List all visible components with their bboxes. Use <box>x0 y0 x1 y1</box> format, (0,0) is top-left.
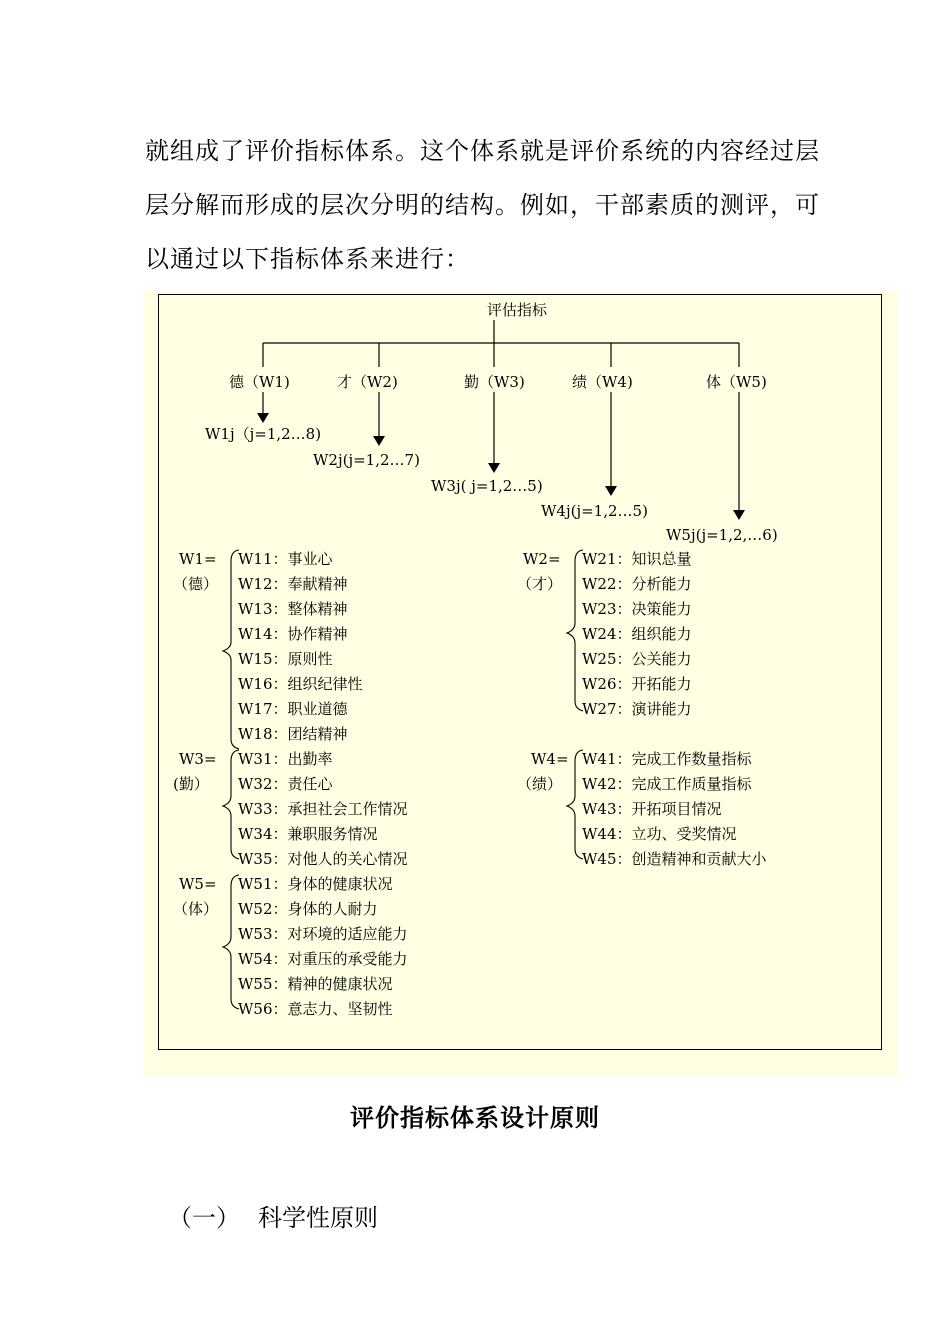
subsection-title <box>168 1200 378 1236</box>
paragraph-line: 层分解而形成的层次分明的结构。例如，干部素质的测评，可 <box>145 191 820 219</box>
list-item: W56：意志力、坚韧性 <box>238 1000 393 1018</box>
list-item: W43：开拓项目情况 <box>582 800 722 818</box>
list-item: W25：公关能力 <box>582 650 692 668</box>
group-sub-w5: （体） <box>173 900 219 918</box>
branch-label-ji: 绩（W4) <box>572 373 633 391</box>
list-item: W24：组织能力 <box>582 625 692 643</box>
branch-sub-w2: W2j(j=1,2…7) <box>313 451 420 469</box>
intro-paragraph <box>145 124 845 286</box>
list-item: W15：原则性 <box>238 650 333 668</box>
list-item: W33：承担社会工作情况 <box>238 800 408 818</box>
subsection-label: 科学性原则 <box>258 1204 378 1232</box>
list-item: W31：出勤率 <box>238 750 333 768</box>
list-item: W23：决策能力 <box>582 600 692 618</box>
list-item: W18：团结精神 <box>238 725 348 743</box>
list-item: W27：演讲能力 <box>582 700 692 718</box>
list-item: W11：事业心 <box>238 550 333 568</box>
group-head-w5: W5= <box>179 875 217 893</box>
list-item: W55：精神的健康状况 <box>238 975 393 993</box>
section-heading: 评价指标体系设计原则 <box>350 1103 600 1132</box>
list-item: W52：身体的人耐力 <box>238 900 378 918</box>
list-item: W16：组织纪律性 <box>238 675 363 693</box>
paragraph-line: 就组成了评价指标体系。这个体系就是评价系统的内容经过层 <box>145 137 820 165</box>
list-item: W21：知识总量 <box>582 550 692 568</box>
branch-sub-w5: W5j(j=1,2,…6) <box>666 526 778 544</box>
list-item: W12：奉献精神 <box>238 575 348 593</box>
paragraph-line: 以通过以下指标体系来进行： <box>145 245 470 273</box>
list-item: W32：责任心 <box>238 775 333 793</box>
group-head-w1: W1= <box>179 550 217 568</box>
list-item: W41：完成工作数量指标 <box>582 750 752 768</box>
group-sub-w3: (勤） <box>173 775 209 793</box>
list-item: W26：开拓能力 <box>582 675 692 693</box>
branch-label-ti: 体（W5) <box>706 373 767 391</box>
list-item: W44：立功、受奖情况 <box>582 825 737 843</box>
list-item: W35：对他人的关心情况 <box>238 850 408 868</box>
list-item: W51：身体的健康状况 <box>238 875 393 893</box>
list-item: W34：兼职服务情况 <box>238 825 378 843</box>
list-item: W14：协作精神 <box>238 625 348 643</box>
group-sub-w2: （才） <box>517 575 563 593</box>
group-head-w2: W2= <box>523 550 561 568</box>
group-sub-w1: （德） <box>173 575 219 593</box>
branch-sub-w3: W3j( j=1,2…5) <box>431 477 543 495</box>
root-label: 评估指标 <box>487 301 548 319</box>
branch-sub-w4: W4j(j=1,2…5) <box>541 502 648 520</box>
group-head-w3: W3= <box>179 750 217 768</box>
branch-label-cai: 才（W2) <box>337 373 398 391</box>
branch-sub-w1: W1j（j=1,2…8) <box>205 425 322 443</box>
figure-frame <box>158 294 882 1050</box>
subsection-number: （一） <box>168 1204 240 1232</box>
group-head-w4: W4= <box>531 750 569 768</box>
group-sub-w4: （绩） <box>517 775 563 793</box>
list-item: W42：完成工作质量指标 <box>582 775 752 793</box>
list-item: W54：对重压的承受能力 <box>238 950 408 968</box>
list-item: W17：职业道德 <box>238 700 348 718</box>
branch-label-de: 德（W1) <box>229 373 290 391</box>
list-item: W53：对环境的适应能力 <box>238 925 408 943</box>
branch-label-qin: 勤（W3) <box>464 373 525 391</box>
list-item: W13：整体精神 <box>238 600 348 618</box>
list-item: W22：分析能力 <box>582 575 692 593</box>
indicator-system-figure <box>143 291 898 1077</box>
list-item: W45：创造精神和贡献大小 <box>582 850 767 868</box>
